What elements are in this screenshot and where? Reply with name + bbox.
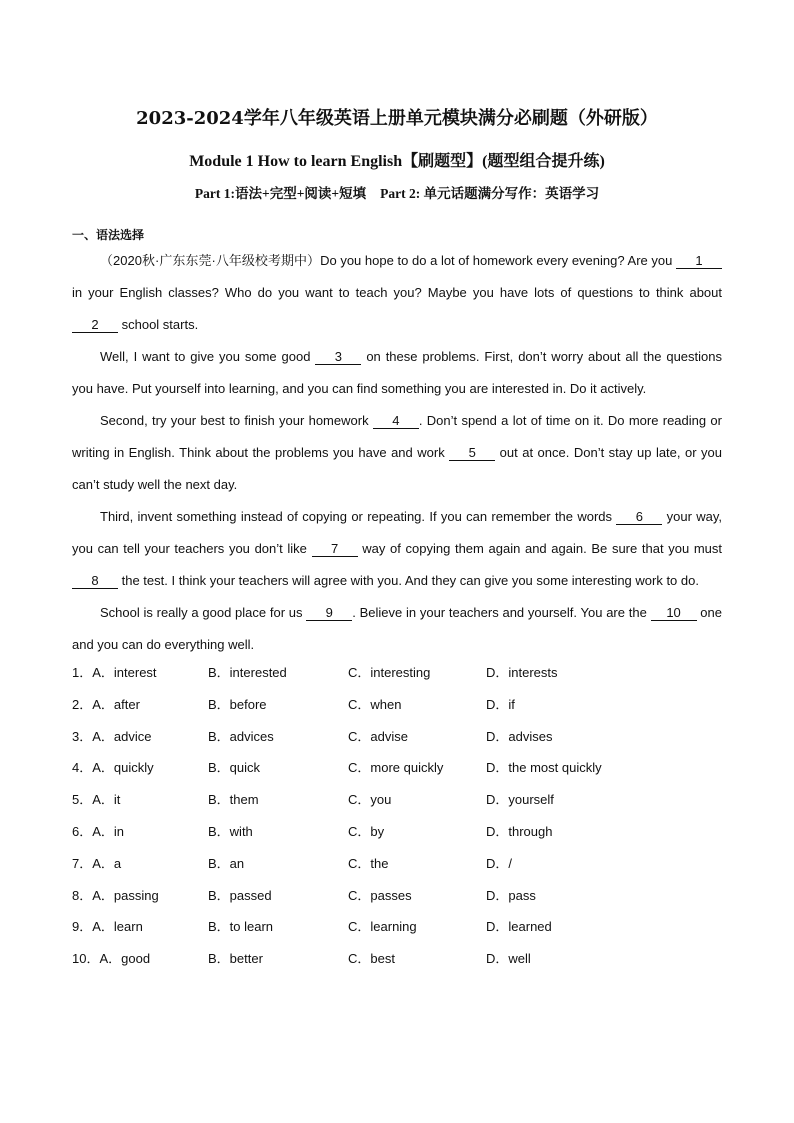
blank-5: 5 [449,446,495,461]
option-c: C．passes [348,887,412,903]
option-b: B．quick [208,760,261,776]
parts-line [0,182,794,202]
section-heading: 一、语法选择 [72,228,145,242]
option-b: B．advices [208,728,274,744]
paragraph-3 [72,405,722,501]
part-2-label: Part 2: 单元话题满分写作：英语学习 [380,186,600,201]
paragraph-2 [72,341,722,405]
option-d: D．the most quickly [486,760,602,776]
passage-text: the test. I think your teachers will agree with you. And they can give you some interesting work to do. [118,573,699,588]
option-c: C．more quickly [348,760,444,776]
page-title: 2023-2024学年八年级英语上册单元模块满分必刷题（外研版） [136,108,658,129]
option-a: 7．A．a [72,855,122,871]
question-row [72,911,722,943]
option-c: C．by [348,823,385,839]
blank-10: 10 [651,606,697,621]
paragraph-4 [72,501,722,597]
option-a: 9．A．learn [72,919,143,935]
option-c: C．when [348,696,402,712]
option-b: B．with [208,823,253,839]
option-d: D．interests [486,665,558,680]
passage-text: . Believe in your teachers and yourself. You are the [352,605,651,620]
option-c: C．advise [348,728,408,744]
blank-7: 7 [312,542,358,557]
option-c: C．learning [348,919,417,935]
option-c: C．best [348,951,395,967]
option-d: D．/ [486,855,513,871]
option-c: C．interesting [348,665,431,680]
option-b: B．them [208,792,259,808]
option-d: D．learned [486,919,552,935]
passage-text: way of copying them again and again. Be sure that you must [357,541,722,556]
option-b: B．passed [208,887,272,903]
option-d: D．advises [486,728,553,744]
option-b: B．interested [208,665,287,680]
passage-text: out at once. Don’t stay up late, or you can’t study well the next day. [72,445,723,492]
blank-3: 3 [315,350,361,365]
option-b: B．before [208,696,267,712]
paragraph-1 [72,245,722,341]
blank-6: 6 [616,510,662,525]
option-c: C．the [348,855,389,871]
passage-text: （2020秋·广东东莞·八年级校考期中）Do you hope to do a lot of homework every evening? Are you [100,253,676,268]
question-row [72,816,722,848]
option-d: D．if [486,696,515,712]
answer-options [72,657,722,975]
option-d: D．through [486,823,553,839]
blank-8: 8 [72,574,118,589]
paragraph-5 [72,597,722,661]
question-row [72,848,722,880]
option-a: 4．A．quickly [72,760,154,776]
passage-text: School is really a good place for us [100,605,307,620]
question-row [72,657,722,689]
question-row [72,752,722,784]
passage-text: Third, invent something instead of copying or repeating. If you can remember the words [100,509,617,524]
option-d: D．well [486,951,531,967]
option-a: 5．A．it [72,792,121,808]
option-a: 6．A．in [72,823,125,839]
blank-4: 4 [373,414,419,429]
passage [72,245,722,661]
option-d: D．yourself [486,792,554,808]
question-row [72,943,722,975]
question-row [72,721,722,753]
page-subtitle: Module 1 How to learn English【刷题型】(题型组合提升练) [189,153,605,170]
option-b: B．better [208,951,263,967]
option-b: B．to learn [208,919,274,935]
option-a: 1．A．interest [72,665,157,680]
passage-text: your way, you can tell your teachers you don’t like [72,509,723,556]
blank-1: 1 [676,254,722,269]
passage-text: Well, I want to give you some good [100,349,316,364]
option-a: 3．A．advice [72,728,152,744]
part-1-label: Part 1:语法+完型+阅读+短填 [194,186,367,201]
option-c: C．you [348,792,392,808]
option-d: D．pass [486,887,536,903]
blank-2: 2 [72,318,118,333]
question-row [72,689,722,721]
blank-9: 9 [306,606,352,621]
option-a: 2．A．after [72,696,140,712]
option-a: 10．A．good [72,951,151,967]
option-a: 8．A．passing [72,887,159,903]
passage-text: in your English classes? Who do you want to teach you? Maybe you have lots of questions to think about [72,285,722,300]
question-row [72,784,722,816]
passage-text: . Don’t spend a lot of time on it. Do more reading or writing in English. Think about the problems you have and work [72,413,722,460]
passage-text: one and you can do everything well. [72,605,722,652]
passage-text: school starts. [118,317,199,332]
option-b: B．an [208,855,245,871]
passage-text: Second, try your best to finish your homework [100,413,373,428]
question-row [72,880,722,912]
passage-text: on these problems. First, don’t worry about all the questions you have. Put yourself into learning, and you can find something you are interested in. Do it actively. [72,349,722,396]
